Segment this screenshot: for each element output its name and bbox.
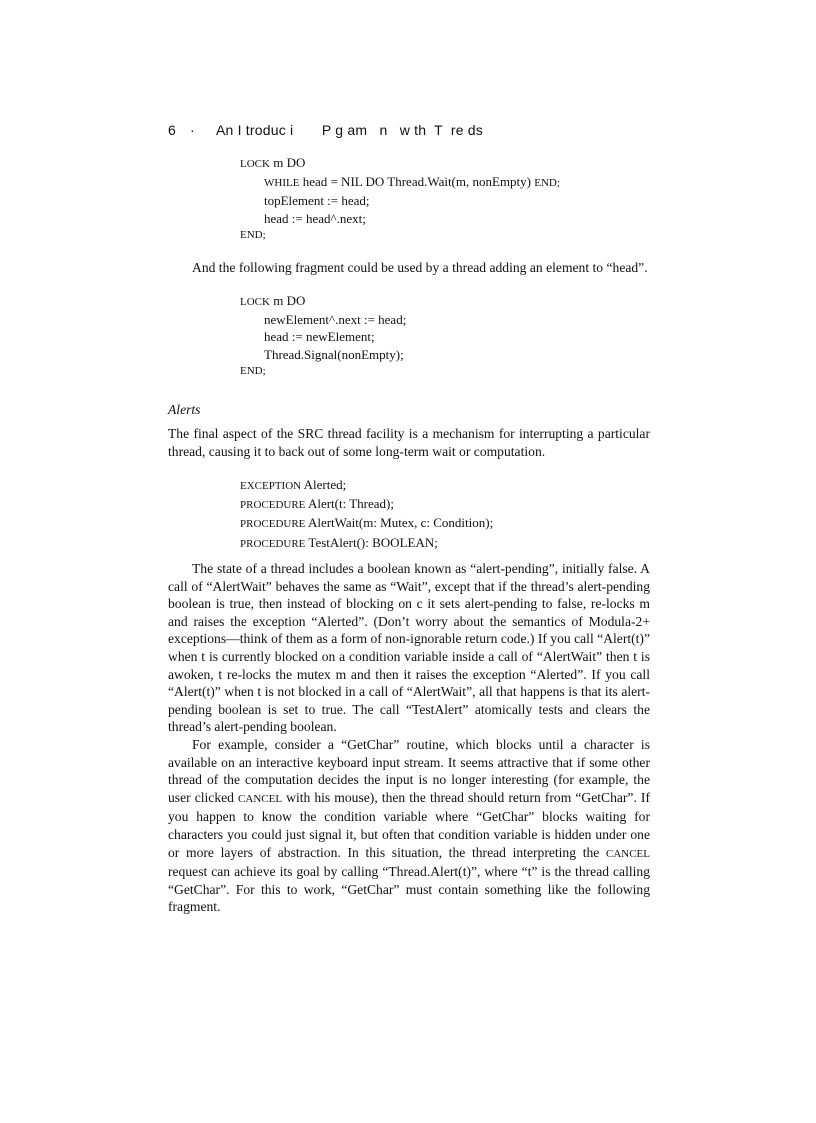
code-line	[240, 476, 493, 495]
code-block-remove-element	[240, 154, 560, 244]
page-number: 6	[168, 122, 176, 138]
running-title: An I troduc i P g am n w th T re ds	[216, 122, 483, 138]
code-line	[240, 173, 560, 192]
code-keyword: WHILE	[264, 177, 300, 190]
code-line: topElement := head;	[264, 193, 370, 209]
code-line: head := newElement;	[264, 329, 375, 345]
code-line: END;	[240, 228, 266, 241]
running-header	[168, 122, 668, 138]
paragraph-alert-semantics: The state of a thread includes a boolean known as “alert-pending”, initially false. A call of “AlertWait” behaves the same as “Wait”, except that if the thread’s alert-pending boolean is true, then instead of blocking on c it sets alert-pending to false, re-locks m and raises the exception “Alerted”. (Don’t worry about the semantics of Modula-2+ exceptions—think of them as a form of non-ignorable return code.) If you call “Alert(t)” when t is currently blocked on a condition variable inside a call of “AlertWait” then t is awoken, t re-locks the mutex m and then it raises the exception “Alerted”. If you call “Alert(t)” when t is not blocked in a call of “AlertWait”, all that happens is that its alert-pending boolean is set to true. The call “TestAlert” atomically tests and clears the thread’s alert-pending boolean.	[168, 561, 650, 735]
code-text: Alert(t: Thread);	[305, 496, 394, 512]
code-line: Thread.Signal(nonEmpty);	[264, 346, 404, 362]
code-keyword: LOCK	[240, 158, 270, 170]
code-text: AlertWait(m: Mutex, c: Condition);	[305, 515, 494, 531]
cancel-keyword: CANCEL	[238, 792, 283, 805]
code-keyword: END;	[534, 177, 560, 190]
code-text: head = NIL DO Thread.Wait(m, nonEmpty)	[299, 174, 535, 190]
code-text: TestAlert(): BOOLEAN;	[305, 534, 438, 550]
code-line	[240, 514, 493, 533]
code-keyword: PROCEDURE	[240, 537, 306, 550]
paragraph-text: with his mouse), then the thread should return from “GetChar”. If you happen to know the condition variable where “GetChar” blocks waiting for characters you could just signal it, but often that condition variable is hidden under one or more layers of abstraction. In this situation, the thread interpreting the	[168, 789, 650, 860]
code-block-alert-interface	[240, 476, 493, 553]
code-line: END;	[240, 364, 266, 377]
code-line: head := head^.next;	[264, 210, 366, 226]
code-text: m DO	[269, 155, 306, 170]
code-block-add-element	[240, 292, 406, 380]
code-line	[240, 292, 406, 311]
header-separator: ·	[190, 122, 195, 138]
code-text: m DO	[269, 293, 306, 308]
section-heading: Alerts	[168, 402, 201, 417]
paragraph-text: For example, consider a “GetChar” routine, which blocks until a character is available on an interactive keyboard input stream. It seems attractive that if some other thread of the computation decides the input is no longer interesting (for example, the user clicked	[168, 736, 650, 805]
code-keyword: LOCK	[240, 296, 270, 308]
paragraph-text: The final aspect of the SRC thread facility is a mechanism for interrupting a particular thread, causing it to back out of some long-term wait or computation.	[168, 426, 650, 459]
code-line	[240, 154, 560, 173]
intro-paragraph	[168, 425, 650, 460]
code-keyword: PROCEDURE	[240, 499, 306, 512]
paragraph-getchar-example	[168, 736, 650, 916]
paragraph-text: request can achieve its goal by calling “Thread.Alert(t)”, where “t” is the thread calling “GetChar”. For this to work, “GetChar” must contain something like the following fragment.	[168, 864, 650, 915]
code-text: Alerted;	[301, 477, 347, 492]
code-line: newElement^.next := head;	[264, 312, 407, 328]
code-line	[240, 495, 493, 514]
cancel-keyword: CANCEL	[606, 847, 650, 860]
code-keyword: EXCEPTION	[240, 480, 302, 492]
code-line	[240, 534, 493, 553]
lead-sentence: And the following fragment could be used by a thread adding an element to “head”.	[192, 260, 648, 275]
code-keyword: PROCEDURE	[240, 518, 306, 531]
body-text	[168, 560, 650, 916]
